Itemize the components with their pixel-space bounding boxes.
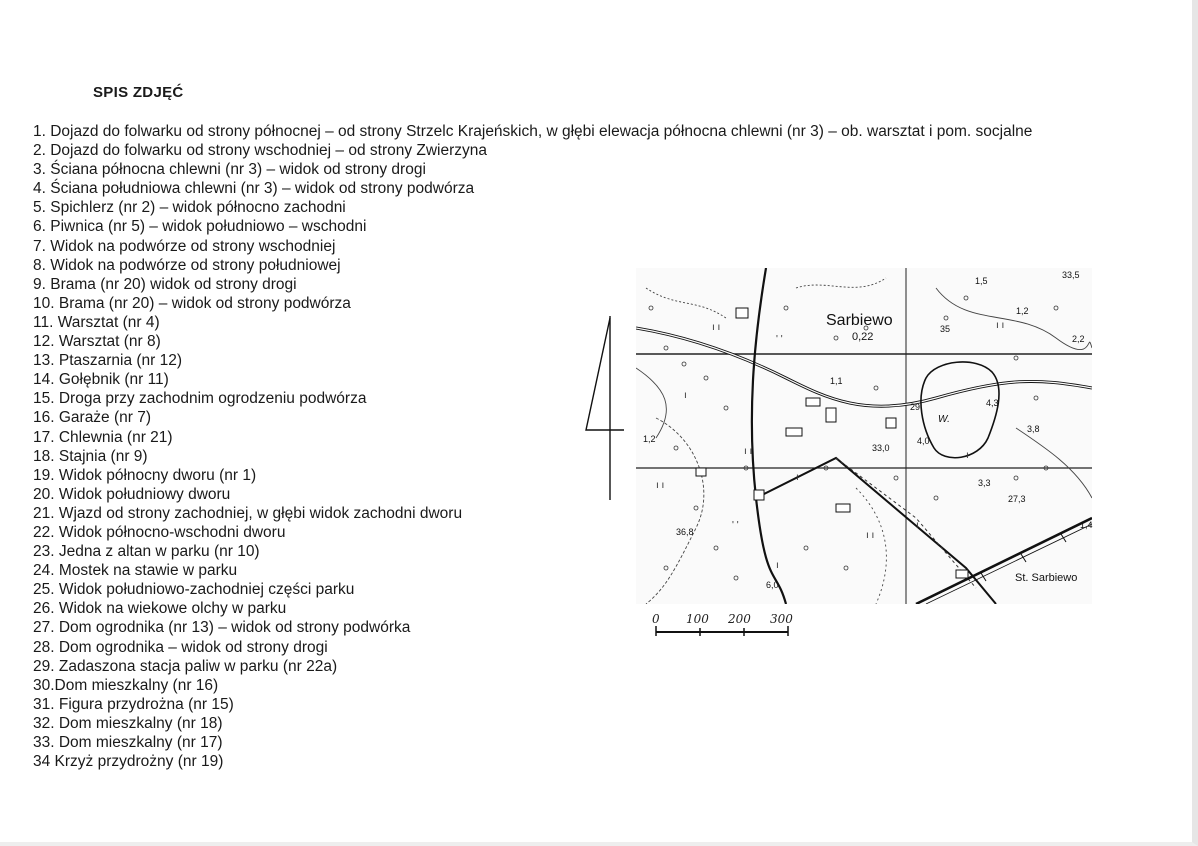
list-item: 12. Warsztat (nr 8) bbox=[33, 333, 161, 351]
map-spot-height: 3,8 bbox=[1027, 424, 1040, 434]
list-item: 17. Chlewnia (nr 21) bbox=[33, 428, 173, 446]
svg-text:ı ı: ı ı bbox=[712, 322, 721, 333]
list-item: 31. Figura przydrożna (nr 15) bbox=[33, 695, 234, 713]
map-spot-height: 1,2 bbox=[643, 434, 656, 444]
list-item: 19. Widok północny dworu (nr 1) bbox=[33, 466, 257, 484]
svg-text:ı: ı bbox=[796, 472, 799, 483]
svg-text:ı ı: ı ı bbox=[996, 320, 1005, 331]
page-title: SPIS ZDJĘĆ bbox=[93, 84, 184, 101]
list-item: 24. Mostek na stawie w parku bbox=[33, 562, 238, 580]
list-item: 8. Widok na podwórze od strony południowej bbox=[33, 256, 341, 274]
map-spot-height: 0,22 bbox=[852, 331, 874, 343]
map-lake-label: W. bbox=[938, 414, 950, 425]
list-item: 2. Dojazd do folwarku od strony wschodniej – od strony Zwierzyna bbox=[33, 142, 488, 160]
list-item: 26. Widok na wiekowe olchy w parku bbox=[33, 600, 287, 618]
map-spot-height: 1,5 bbox=[975, 276, 988, 286]
list-item: 27. Dom ogrodnika (nr 13) – widok od strony podwórka bbox=[33, 619, 411, 637]
list-item: 25. Widok południowo-zachodniej części parku bbox=[33, 581, 355, 599]
map-spot-height: 4,3 bbox=[986, 398, 999, 408]
map-spot-height: 1,2 bbox=[1016, 306, 1029, 316]
map-spot-height: 27,3 bbox=[1008, 494, 1026, 504]
list-item: 10. Brama (nr 20) – widok od strony podwórza bbox=[33, 294, 351, 312]
list-item: 20. Widok południowy dworu bbox=[33, 485, 231, 503]
north-arrow-icon bbox=[584, 312, 624, 504]
map-station-name: St. Sarbiewo bbox=[1015, 572, 1078, 584]
scale-label: 0 bbox=[652, 612, 660, 626]
map-spot-height: 36,8 bbox=[676, 527, 694, 537]
list-item: 13. Ptaszarnia (nr 12) bbox=[33, 352, 183, 370]
list-item: 32. Dom mieszkalny (nr 18) bbox=[33, 714, 223, 732]
list-item: 11. Warsztat (nr 4) bbox=[33, 313, 160, 331]
list-item: 1. Dojazd do folwarku od strony północnej – od strony Strzelc Krajeńskich, w głębi elewacja północna chlewni (nr 3) – ob. warsztat i pom. socjalne bbox=[33, 123, 1033, 140]
list-item: 22. Widok północno-wschodni dworu bbox=[33, 523, 286, 541]
map-spot-height: 33,5 bbox=[1062, 270, 1080, 280]
svg-text:ı ı: ı ı bbox=[744, 446, 753, 457]
scale-label: 200 bbox=[728, 612, 751, 626]
svg-text:ı: ı bbox=[966, 450, 969, 461]
list-item: 5. Spichlerz (nr 2) – widok północno zachodni bbox=[33, 199, 346, 217]
map-spot-height: 1,4 bbox=[1080, 520, 1093, 530]
list-item: 7. Widok na podwórze od strony wschodniej bbox=[33, 237, 336, 255]
map-spot-height: 29 bbox=[910, 402, 921, 412]
list-item: 6. Piwnica (nr 5) – widok południowo – wschodni bbox=[33, 218, 367, 236]
svg-text:' ': ' ' bbox=[776, 334, 783, 345]
list-item: 33. Dom mieszkalny (nr 17) bbox=[33, 734, 223, 751]
list-item: 30.Dom mieszkalny (nr 16) bbox=[33, 676, 219, 694]
map-place-name: Sarbiewo bbox=[826, 312, 893, 329]
svg-text:ı: ı bbox=[776, 560, 779, 571]
list-item: 34 Krzyż przydrożny (nr 19) bbox=[33, 753, 224, 771]
map-spot-height: 33,0 bbox=[872, 443, 890, 453]
map-spot-height: 6,0 bbox=[766, 580, 779, 590]
list-item: 4. Ściana południowa chlewni (nr 3) – widok od strony podwórza bbox=[33, 180, 475, 198]
list-item: 3. Ściana północna chlewni (nr 3) – widok od strony drogi bbox=[33, 161, 426, 179]
list-item: 23. Jedna z altan w parku (nr 10) bbox=[33, 543, 260, 561]
list-item: 9. Brama (nr 20) widok od strony drogi bbox=[33, 275, 297, 293]
list-item: 21. Wjazd od strony zachodniej, w głębi widok zachodni dworu bbox=[33, 504, 463, 522]
map-spot-height: 4,0 bbox=[917, 436, 930, 446]
map-spot-height: 2,2 bbox=[1072, 334, 1085, 344]
scale-label: 300 bbox=[770, 612, 793, 626]
map-spot-height: 35 bbox=[940, 324, 951, 334]
list-item: 29. Zadaszona stacja paliw w parku (nr 22a) bbox=[33, 657, 338, 675]
list-item: 16. Garaże (nr 7) bbox=[33, 409, 152, 427]
list-item: 28. Dom ogrodnika – widok od strony drogi bbox=[33, 638, 328, 656]
map-spot-height: 1,1 bbox=[830, 376, 843, 386]
svg-text:' ': ' ' bbox=[732, 520, 739, 531]
svg-text:ı ı: ı ı bbox=[656, 480, 665, 491]
map-spot-height: 3,3 bbox=[978, 478, 991, 488]
list-item: 15. Droga przy zachodnim ogrodzeniu podwórza bbox=[33, 390, 367, 408]
svg-text:ı: ı bbox=[916, 520, 919, 531]
svg-text:ı: ı bbox=[684, 390, 687, 401]
list-item: 18. Stajnia (nr 9) bbox=[33, 447, 148, 465]
svg-text:ı ı: ı ı bbox=[866, 530, 875, 541]
scale-label: 100 bbox=[686, 612, 709, 626]
list-item: 14. Gołębnik (nr 11) bbox=[33, 371, 169, 389]
